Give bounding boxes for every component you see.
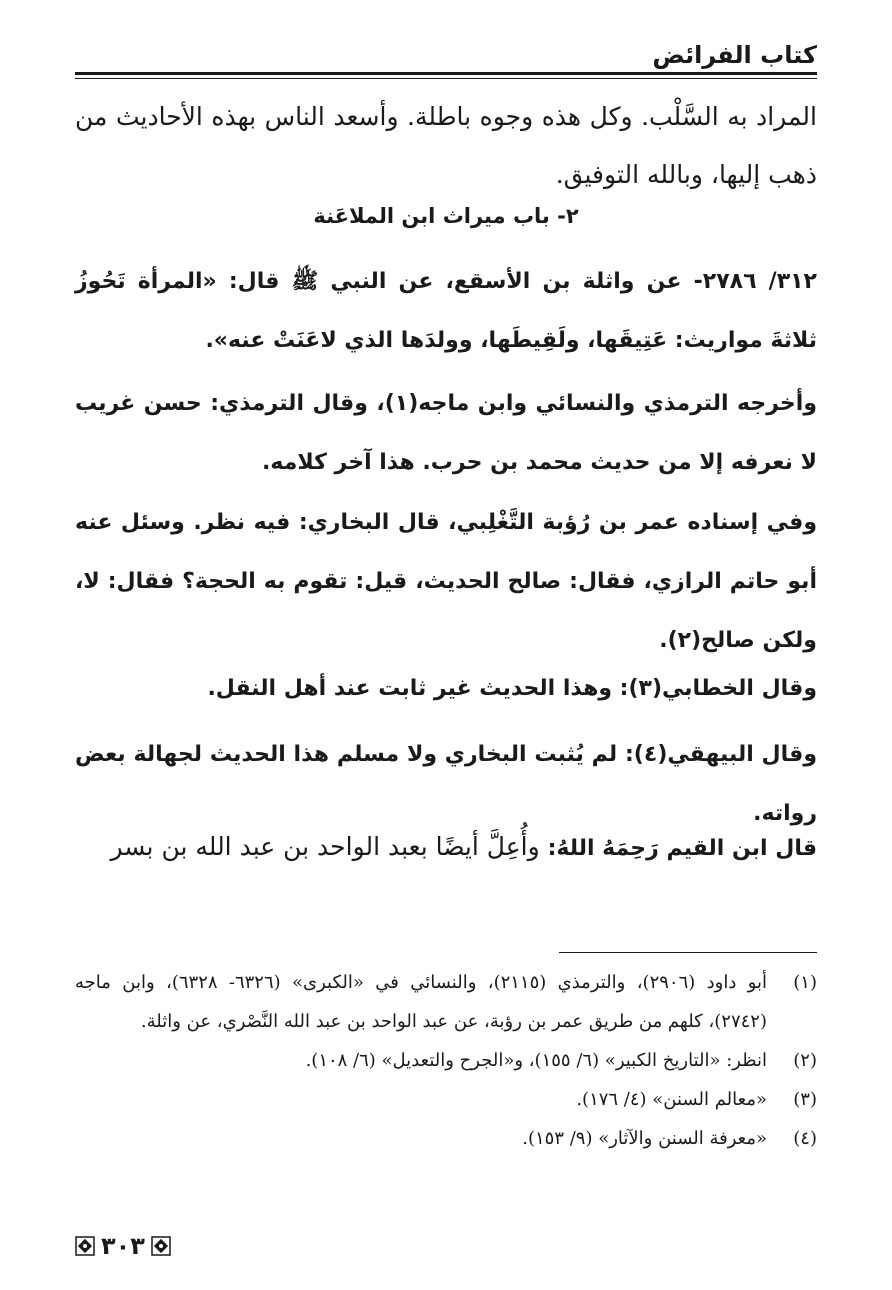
header-rule-thin (75, 78, 817, 79)
footnote-text: انظر: «التاريخ الكبير» (٦/ ١٥٥)، و«الجرح والتعديل» (٦/ ١٠٨). (305, 1050, 767, 1071)
ibn-qayyim-text: وأُعِلَّ أيضًا بعبد الواحد بن عبد الله بن بسر (110, 832, 540, 861)
paragraph-bayhaqi: وقال البيهقي(٤): لم يُثبت البخاري ولا مسلم هذا الحديث لجهالة بعض رواته. (75, 742, 817, 826)
footnote-item (75, 1119, 817, 1158)
header-rule-thick (75, 72, 817, 75)
page (75, 0, 817, 1290)
footnote-separator (559, 952, 817, 953)
footnote-text: «معرفة السنن والآثار» (٩/ ١٥٣). (522, 1128, 767, 1149)
paragraph-isnad: وفي إسناده عمر بن رُؤبة التَّغْلِبي، قال البخاري: فيه نظر. وسئل عنه أبو حاتم الرازي، فقال: صالح الحديث، قيل: تقوم به الحجة؟ فقال: لا، ولكن صالح(٢). (75, 510, 817, 653)
hadith-text: ٣١٢/ ٢٧٨٦- عن واثلة بن الأسقع، عن النبي ﷺ قال: «المرأة تَحُوزُ ثلاثةَ مواريث: عَتِيقَها، ولَقِيطَها، وولدَها الذي لاعَنَتْ عنه». (75, 269, 817, 353)
paragraph-ibn-qayyim (75, 818, 817, 878)
ibn-qayyim-lead: قال ابن القيم رَحِمَهُ اللهُ: (547, 836, 817, 861)
chapter-heading: ٢- باب ميراث ابن الملاعَنة (313, 204, 579, 228)
footnote-number: (٤) (793, 1128, 817, 1149)
ornament-icon (151, 1236, 171, 1256)
footnote-item (75, 1041, 817, 1080)
footnote-number: (٢) (793, 1050, 817, 1071)
footnote-number: (٣) (793, 1089, 817, 1110)
running-header-title: كتاب الفرائض (652, 41, 817, 69)
ornament-icon (75, 1236, 95, 1256)
paragraph-khattabi: وقال الخطابي(٣): وهذا الحديث غير ثابت عند أهل النقل. (207, 676, 817, 701)
footnotes (75, 963, 817, 1158)
page-number (75, 1232, 171, 1260)
page-number-text: ٣٠٣ (101, 1232, 145, 1260)
footnote-item (75, 1080, 817, 1119)
footnote-number: (١) (793, 972, 817, 993)
footnote-item (75, 963, 817, 1041)
footnote-text: «معالم السنن» (٤/ ١٧٦). (576, 1089, 767, 1110)
intro-paragraph: المراد به السَّلْب. وكل هذه وجوه باطلة. وأسعد الناس بهذه الأحاديث من ذهب إليها، وبالله التوفيق. (75, 102, 817, 189)
footnote-text: أبو داود (٢٩٠٦)، والترمذي (٢١١٥)، والنسائي في «الكبرى» (٦٣٢٦- ٦٣٢٨)، وابن ماجه (٢٧٤٢)، كلهم من طريق عمر بن رؤبة، عن عبد الواحد بن عبد الله النَّصْري، عن واثلة. (75, 972, 767, 1032)
paragraph-takhrij: وأخرجه الترمذي والنسائي وابن ماجه(١)، وقال الترمذي: حسن غريب لا نعرفه إلا من حديث محمد بن حرب. هذا آخر كلامه. (75, 391, 817, 475)
